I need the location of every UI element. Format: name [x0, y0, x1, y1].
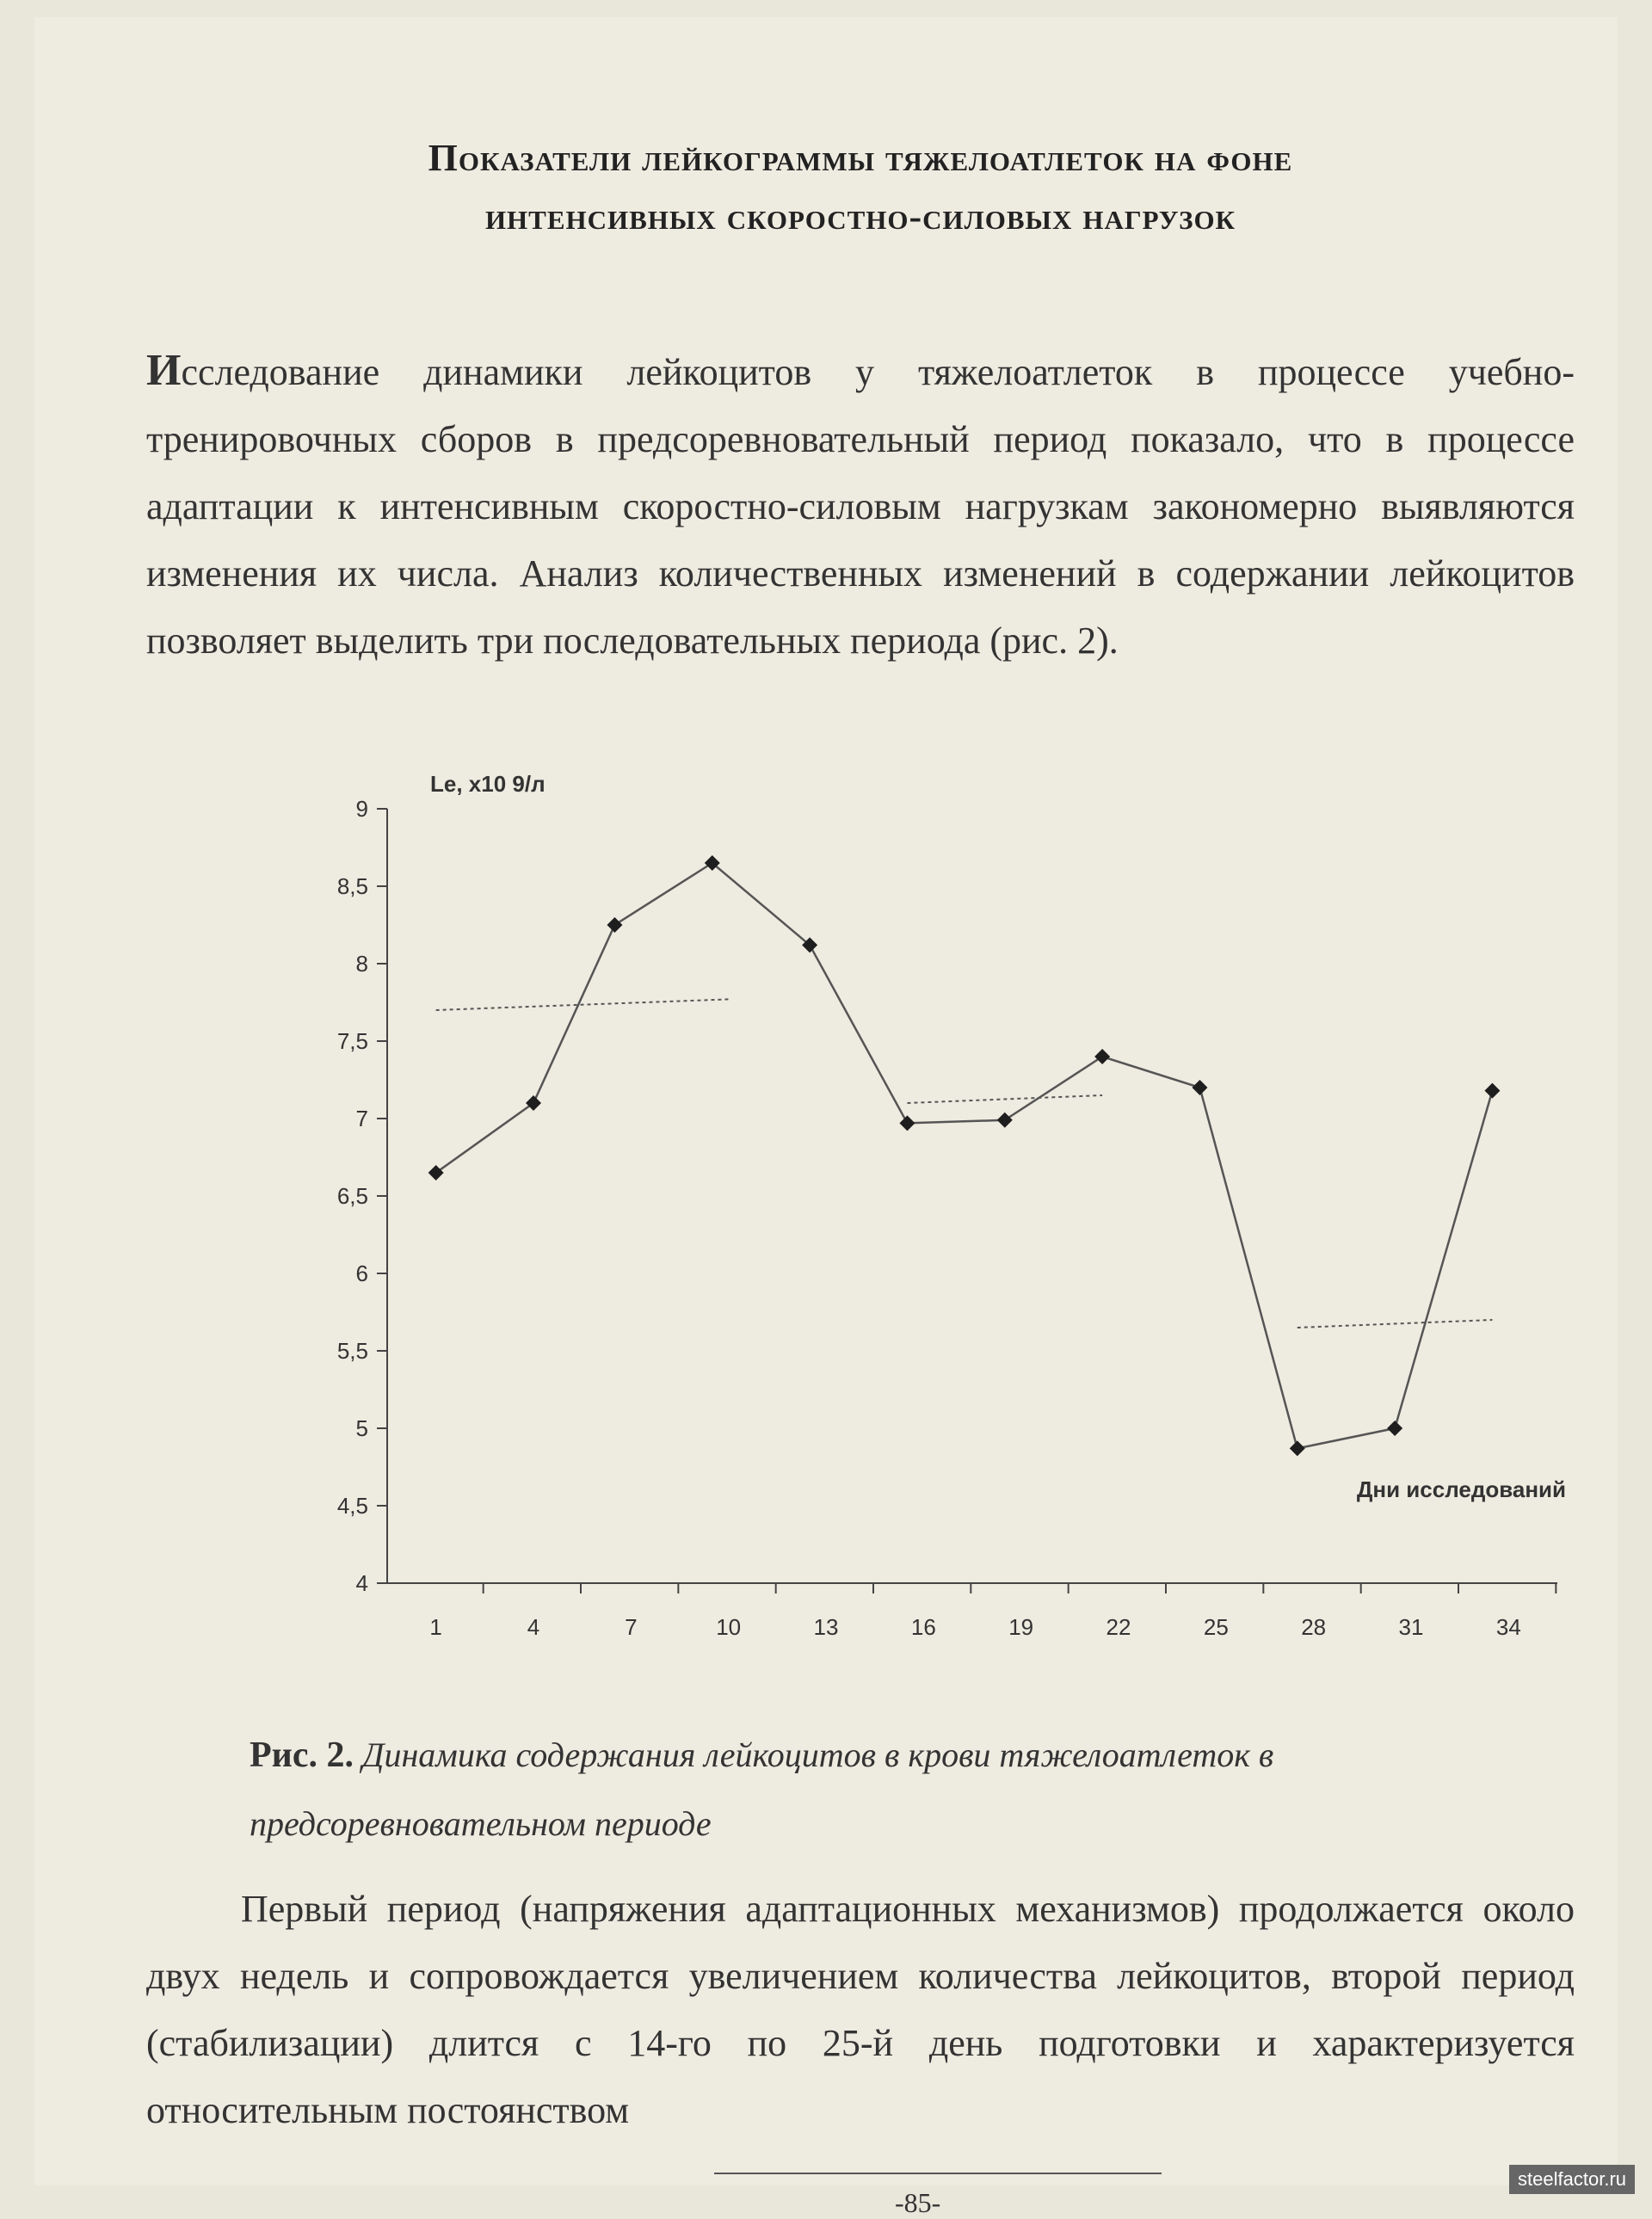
body-paragraph: Первый период (напряжения адаптационных механизмов) продолжается около двух недель и сопровождается увеличением количества лейкоцитов, второй период (стабилизации) длится с 14-го по 25-й день подготовки и характеризуется относительным постоянством [146, 1888, 1575, 2131]
data-point [428, 1165, 444, 1180]
chart-svg [293, 757, 1600, 1669]
data-point [1094, 1049, 1110, 1064]
y-tick-label: 7 [355, 1106, 368, 1131]
period-mean-line [436, 999, 729, 1010]
y-tick-label: 7,5 [336, 1028, 368, 1054]
drop-cap: И [146, 346, 182, 395]
data-point [1387, 1421, 1402, 1436]
data-point [1290, 1440, 1305, 1456]
y-tick-label: 6,5 [336, 1183, 368, 1209]
x-tick-label: 7 [625, 1614, 638, 1640]
title-line-2: интенсивных скоростно-силовых нагрузок [484, 195, 1236, 237]
intro-paragraph-text: сследование динамики лейкоцитов у тяжелоатлеток в процессе учебно-тренировочных сборов в предсоревновательный период показало, что в процессе адаптации к интенсивным скоростно-силовым нагрузкам закономерно выявляются изменения их числа. Анализ количественных изменений в содержании лейкоцитов позволяет выделить три последовательных периода (рис. 2). [146, 351, 1575, 662]
x-tick-label: 4 [527, 1614, 540, 1640]
y-axis-label: Le, x10 9/л [430, 771, 546, 797]
watermark: steelfactor.ru [1509, 2165, 1635, 2194]
y-tick-label: 6 [355, 1261, 368, 1286]
period-mean-line [1298, 1320, 1493, 1328]
data-point [1484, 1083, 1500, 1099]
x-tick-label: 25 [1203, 1614, 1229, 1640]
x-tick-label: 13 [813, 1614, 839, 1640]
series-line [436, 863, 1493, 1448]
data-point [607, 917, 622, 933]
data-point [899, 1115, 915, 1131]
intro-paragraph [146, 337, 1575, 675]
y-tick-label: 5 [355, 1415, 368, 1441]
y-tick-label: 8,5 [336, 873, 368, 899]
x-tick-label: 1 [429, 1614, 442, 1640]
period-mean-line [907, 1095, 1102, 1103]
leukocyte-chart [293, 757, 1600, 1669]
data-point [526, 1095, 541, 1111]
data-point [1192, 1080, 1207, 1095]
x-tick-label: 19 [1008, 1614, 1034, 1640]
y-tick-label: 4 [355, 1570, 368, 1596]
x-tick-label: 28 [1301, 1614, 1327, 1640]
x-axis-label: Дни исследований [1356, 1476, 1566, 1502]
title-line-1: Показатели лейкограммы тяжелоатлеток на фоне [428, 137, 1293, 179]
x-tick-label: 34 [1495, 1614, 1521, 1640]
x-tick-label: 10 [716, 1614, 742, 1640]
data-point [997, 1113, 1013, 1128]
y-tick-label: 8 [355, 951, 368, 977]
x-tick-label: 22 [1106, 1614, 1131, 1640]
page-title [155, 129, 1566, 246]
page [34, 17, 1618, 2218]
y-tick-label: 5,5 [336, 1338, 368, 1364]
caption-label: Рис. 2. [250, 1735, 354, 1775]
footer-divider [714, 2173, 1162, 2174]
figure-caption [250, 1721, 1592, 1858]
caption-text: Динамика содержания лейкоцитов в крови тяжелоатлеток в предсоревновательном периоде [250, 1735, 1274, 1843]
x-tick-label: 16 [910, 1614, 936, 1640]
page-number: -85- [895, 2187, 941, 2218]
x-tick-label: 31 [1398, 1614, 1424, 1640]
y-tick-label: 9 [355, 796, 368, 822]
y-tick-label: 4,5 [336, 1493, 368, 1519]
